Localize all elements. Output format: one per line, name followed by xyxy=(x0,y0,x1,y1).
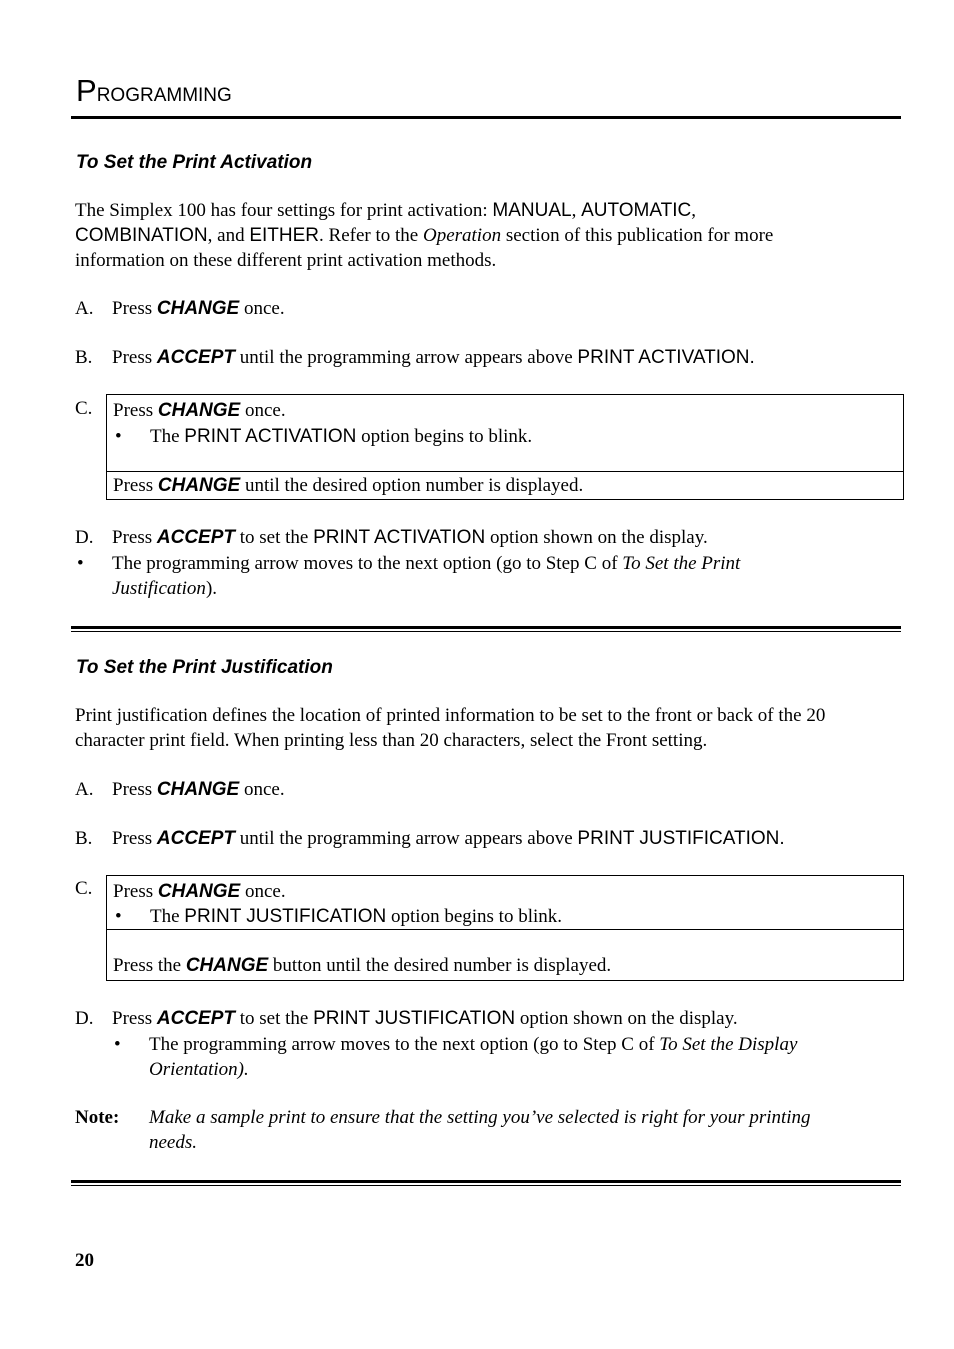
option-automatic: AUTOMATIC xyxy=(581,200,692,221)
page-number: 20 xyxy=(75,1250,94,1271)
step-letter: A. xyxy=(75,779,94,800)
step-a: Press CHANGE once. xyxy=(112,298,285,319)
change-key: CHANGE xyxy=(157,475,241,496)
operation-reference: Operation xyxy=(422,225,502,246)
section-divider xyxy=(71,1180,901,1183)
accept-key: ACCEPT xyxy=(156,527,235,548)
step-d-note: The programming arrow moves to the next option (go to Step C of To Set the Display Orientation). xyxy=(149,1034,798,1080)
accept-key: ACCEPT xyxy=(156,828,235,849)
step-c-row: The PRINT JUSTIFICATION option begins to blink. xyxy=(150,906,563,927)
option-combination: COMBINATION xyxy=(75,225,208,246)
option-print-justification: PRINT JUSTIFICATION. xyxy=(577,828,785,849)
note-label: Note: xyxy=(75,1107,120,1128)
step-letter: D. xyxy=(75,527,94,548)
step-c-row: The PRINT ACTIVATION option begins to blink. xyxy=(150,426,533,447)
page-header xyxy=(76,73,232,108)
step-d: Press ACCEPT to set the PRINT JUSTIFICATION option shown on the display. xyxy=(112,1008,738,1029)
change-key: CHANGE xyxy=(157,881,241,902)
option-print-activation: PRINT ACTIVATION xyxy=(184,426,357,447)
change-key: CHANGE xyxy=(156,298,240,319)
header-title: ROGRAMMING xyxy=(96,85,232,106)
bullet: • xyxy=(114,1034,121,1055)
section-title-print-activation: To Set the Print Activation xyxy=(76,152,313,173)
change-key: CHANGE xyxy=(185,955,269,976)
section2-intro: Print justification defines the location of printed information to be set to the front or back of the 20 character print field. When printing less than 20 characters, select the Front setting. xyxy=(75,705,826,751)
step-c-box xyxy=(106,394,904,500)
option-manual: MANUAL xyxy=(492,200,572,221)
step-letter: B. xyxy=(75,828,93,849)
box-divider xyxy=(107,929,903,930)
step-c-row: Press CHANGE until the desired option number is displayed. xyxy=(113,475,584,496)
note-text: Make a sample print to ensure that the setting you’ve selected is right for your printing needs. xyxy=(149,1107,811,1153)
step-letter: D. xyxy=(75,1008,94,1029)
accept-key: ACCEPT xyxy=(156,1008,235,1029)
step-d-note: The programming arrow moves to the next option (go to Step C of To Set the Print Justification). xyxy=(112,553,741,599)
step-letter: A. xyxy=(75,298,94,319)
bullet: • xyxy=(77,553,84,574)
change-key: CHANGE xyxy=(156,779,240,800)
step-c-box xyxy=(106,875,904,981)
header-initial: P xyxy=(76,73,97,108)
step-letter: C. xyxy=(75,398,93,419)
option-print-activation: PRINT ACTIVATION xyxy=(313,527,486,548)
section1-intro: The Simplex 100 has four settings for print activation: MANUAL, AUTOMATIC, COMBINATION, and EITHER. Refer to the Operation section of this publication for more information on these different print activation methods. xyxy=(75,200,774,271)
option-print-justification: PRINT JUSTIFICATION xyxy=(184,906,387,927)
step-b: Press ACCEPT until the programming arrow appears above PRINT ACTIVATION. xyxy=(112,347,755,368)
step-b: Press ACCEPT until the programming arrow appears above PRINT JUSTIFICATION. xyxy=(112,828,785,849)
box-divider xyxy=(107,471,903,472)
bullet: • xyxy=(115,906,122,927)
step-c-row: Press CHANGE once. xyxy=(113,400,286,421)
section-title-print-justification: To Set the Print Justification xyxy=(76,657,333,678)
option-print-justification: PRINT JUSTIFICATION xyxy=(313,1008,516,1029)
section-divider xyxy=(71,626,901,629)
step-letter: C. xyxy=(75,878,93,899)
step-a: Press CHANGE once. xyxy=(112,779,285,800)
accept-key: ACCEPT xyxy=(156,347,235,368)
step-c-row: Press CHANGE once. xyxy=(113,881,286,902)
bullet: • xyxy=(115,426,122,447)
option-print-activation: PRINT ACTIVATION. xyxy=(577,347,755,368)
step-c-row: Press the CHANGE button until the desired number is displayed. xyxy=(113,955,612,976)
option-either: EITHER xyxy=(249,225,320,246)
change-key: CHANGE xyxy=(157,400,241,421)
step-d: Press ACCEPT to set the PRINT ACTIVATION option shown on the display. xyxy=(112,527,708,548)
header-rule xyxy=(71,116,901,119)
step-letter: B. xyxy=(75,347,93,368)
